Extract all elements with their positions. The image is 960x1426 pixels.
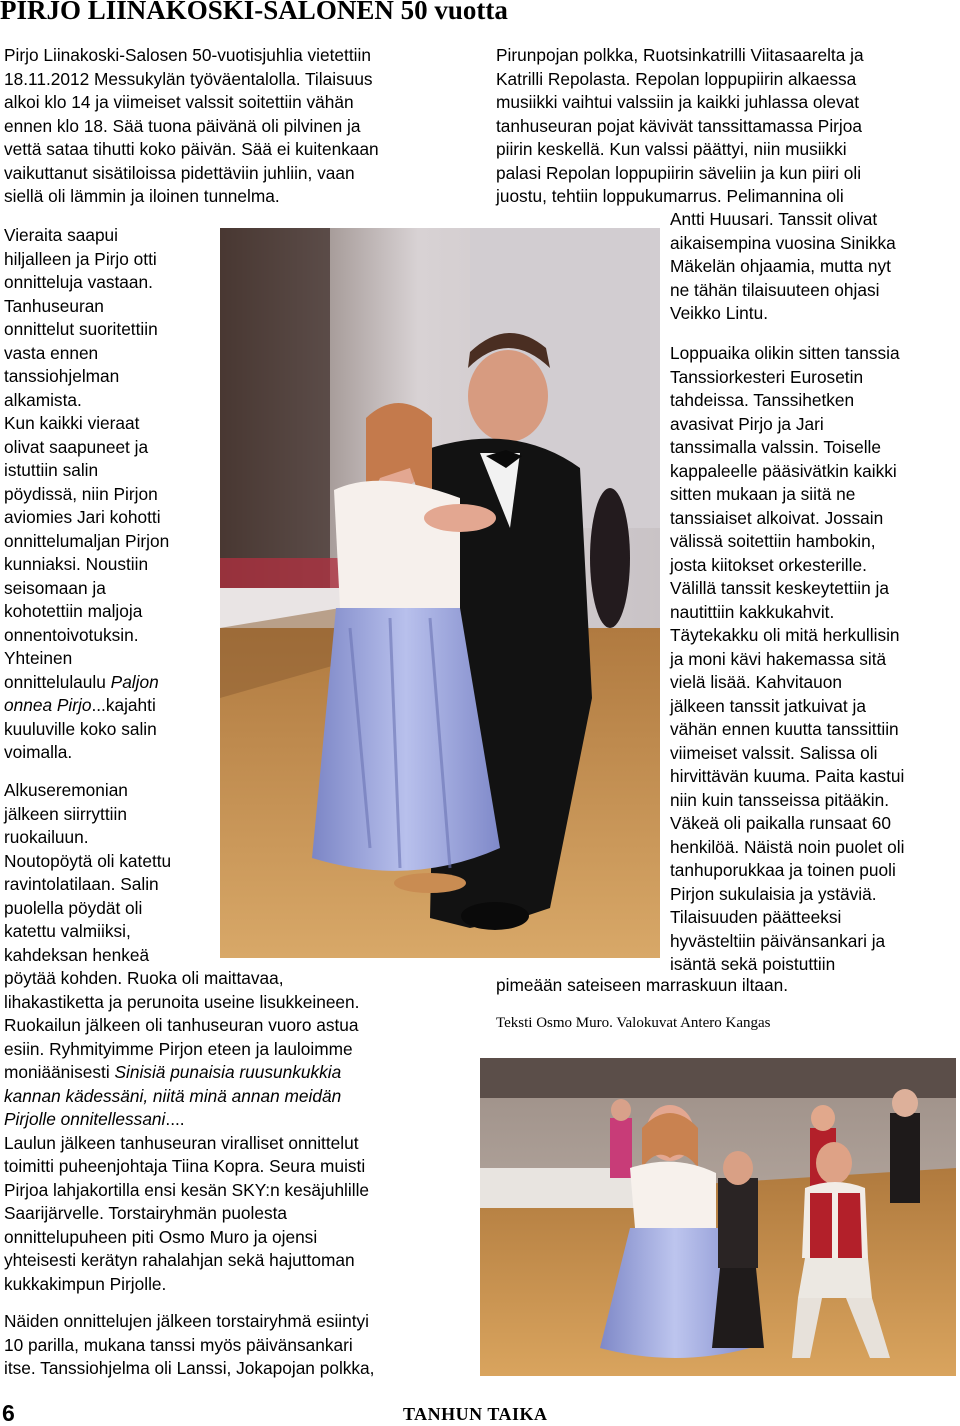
song-title-italic: Pirjolle onnitellessani	[4, 1109, 166, 1129]
text-line: kukkakimpun Pirjolle.	[4, 1273, 167, 1294]
page-number: 6	[2, 1400, 15, 1426]
dance-program-paragraph-wrap	[670, 208, 896, 326]
text-line: kahdeksan henkeä	[4, 944, 150, 965]
text-line: lihakastiketta ja perunoita useine lisukkeineen.	[4, 991, 360, 1012]
photo-credits: Teksti Osmo Muro. Valokuvat Antero Kangas	[496, 1015, 771, 1031]
text-line: Pirjon sukulaisia ja ystäviä.	[670, 883, 877, 904]
text-line: olivat saapuneet ja	[4, 436, 149, 457]
text-line: kunniaksi. Noustiin	[4, 554, 149, 574]
text-line	[4, 694, 169, 718]
text-line: jälkeen tanssit jatkuivat ja	[670, 695, 866, 716]
text-line: siellä oli lämmin ja iloinen tunnelma.	[4, 186, 280, 206]
text-line: vaikuttanut sisätiloissa pidettäviin juhliin, vaan	[4, 162, 355, 183]
text-line: ravintolatilaan. Salin	[4, 874, 159, 894]
text-line	[4, 1085, 369, 1109]
text-line: vettä sataa tihutti koko päivän. Sää ei kuitenkaan	[4, 139, 379, 159]
song-title-italic: Paljon	[110, 671, 159, 692]
text-line: onnittelumaljan Pirjon	[4, 530, 170, 551]
text-line: Noutopöytä oli katettu	[4, 850, 172, 871]
text-line: kuuluville koko salin	[4, 718, 157, 739]
text-line: tanhuseuran pojat kävivät tanssittamassa Pirjoa	[496, 115, 862, 136]
text-line	[4, 1061, 369, 1085]
performance-paragraph	[4, 1310, 374, 1381]
text-line: onnittelupuheen piti Osmo Muro ja ojensi	[4, 1226, 318, 1247]
text-line: alkoi klo 14 ja viimeiset valssit soitettiin vähän	[4, 92, 354, 112]
text-line: tanhuporukkaa ja toinen puoli	[670, 860, 896, 880]
text-line: Pirjoa lahjakortilla ensi kesän SKY:n kesäjuhlille	[4, 1179, 370, 1200]
dance-program-paragraph	[496, 44, 864, 209]
waltz-dance-photo	[220, 228, 660, 958]
text-line: esiin. Ryhmityimme Pirjon eteen ja lauloimme	[4, 1038, 353, 1059]
text-line: piirin keskellä. Kun valssi päättyi, niin musiikki	[496, 139, 847, 159]
folk-dance-photo	[480, 1058, 956, 1376]
text-line: nautittiin kakkukahvit.	[670, 601, 835, 622]
folk-dance-photo-graphic	[480, 1058, 956, 1376]
text-line: hirvittävän kuuma. Paita kastui	[670, 766, 905, 786]
song-title-italic: kannan kädessäni, niitä minä annan meidän	[4, 1085, 342, 1106]
text-line: onnentoivotuksin.	[4, 624, 139, 645]
text-line: 10 parilla, mukana tanssi myös päivänsankari	[4, 1334, 353, 1355]
evening-dance-paragraph	[670, 342, 904, 977]
text-line: josta kiitokset orkesterille.	[670, 554, 867, 575]
text-line: toimitti puheenjohtaja Tiina Kopra. Seura muisti	[4, 1156, 366, 1176]
text-line: Väkeä oli paikalla runsaat 60	[670, 813, 891, 833]
text-line: ja moni kävi hakemassa sitä	[670, 648, 887, 669]
text-line: niin kuin tansseissa pitääkin.	[670, 789, 890, 810]
text-line: sitten mukaan ja siitä ne	[670, 484, 856, 504]
text-run: ...kajahti	[91, 695, 156, 715]
text-line: vasta ennen	[4, 342, 99, 363]
text-line: vielä lisää. Kahvitauon	[670, 672, 842, 692]
text-line: Kun kaikki vieraat	[4, 413, 140, 433]
text-line: hiljalleen ja Pirjo otti	[4, 248, 157, 269]
text-line: pöytää kohden. Ruoka oli maittavaa,	[4, 968, 284, 988]
text-line: aviomies Jari kohotti	[4, 507, 161, 527]
text-line: onnittelut suoritettiin	[4, 319, 158, 339]
text-line: juostu, tehtiin loppukumarrus. Pelimannina oli	[496, 186, 844, 206]
text-line: Tilaisuuden päätteeksi	[670, 907, 842, 927]
song-title-italic: onnea Pirjo	[4, 695, 92, 715]
text-line: Tanhuseuran	[4, 295, 104, 316]
text-line: kappaleelle pääsivätkin kaikki	[670, 460, 897, 481]
text-line: musiikki vaihtui valssiin ja kaikki juhlassa olevat	[496, 92, 860, 112]
text-line: Antti Huusari. Tanssit olivat	[670, 209, 878, 229]
text-line: avasivat Pirjo ja Jari	[670, 413, 824, 434]
text-line: vähän ennen kuutta tanssittiin	[670, 719, 899, 739]
text-line: Tanssiorkesteri Eurosetin	[670, 366, 864, 387]
text-line: yhteisesti kerätyn rahalahjan sekä hajuttoman	[4, 1250, 355, 1270]
text-line: jälkeen siirryttiin	[4, 803, 127, 824]
text-line: onnitteluja vastaan.	[4, 272, 153, 292]
text-line: tahdeissa. Tanssihetken	[670, 390, 855, 410]
text-line: Veikko Lintu.	[670, 303, 768, 323]
intro-paragraph	[4, 44, 379, 209]
article-title: PIRJO LIINAKOSKI-SALONEN 50 vuotta	[0, 0, 508, 25]
text-run: ....	[165, 1109, 185, 1129]
text-line: tanssiohjelman	[4, 366, 120, 386]
text-line	[4, 1108, 369, 1132]
text-line: Katrilli Repolasta. Repolan loppupiirin alkaessa	[496, 68, 857, 89]
text-line: Täytekakku oli mitä herkullisin	[670, 625, 900, 645]
text-line: ruokailuun.	[4, 827, 89, 847]
text-line: Näiden onnittelujen jälkeen torstairyhmä esiintyi	[4, 1311, 370, 1331]
text-line: ennen klo 18. Sää tuona päivänä oli pilvinen ja	[4, 115, 361, 136]
song-title-italic: Sinisiä punaisia ruusunkukkia	[114, 1062, 342, 1082]
text-line: viimeiset valssit. Salissa oli	[670, 742, 878, 763]
text-line: Ruokailun jälkeen oli tanhuseuran vuoro astua	[4, 1015, 359, 1035]
text-line: pimeään sateiseen marraskuun iltaan.	[496, 975, 789, 995]
text-line: Välillä tanssit keskeytettiin ja	[670, 578, 889, 598]
text-line: Mäkelän ohjaamia, mutta nyt	[670, 256, 891, 276]
text-line: Alkuseremonian	[4, 780, 128, 800]
text-line: Vieraita saapui	[4, 225, 119, 245]
text-line: 18.11.2012 Messukylän työväentalolla. Tilaisuus	[4, 68, 373, 89]
text-line: voimalla.	[4, 742, 73, 762]
text-line: istuttiin salin	[4, 460, 99, 480]
text-line: seisomaan ja	[4, 577, 106, 598]
text-line: Loppuaika olikin sitten tanssia	[670, 343, 900, 363]
text-line: tanssimalla valssin. Toiselle	[670, 437, 881, 457]
text-line: aikaisempina vuosina Sinikka	[670, 232, 896, 253]
text-line: puolella pöydät oli	[4, 897, 143, 918]
text-run: moniäänisesti	[4, 1062, 110, 1082]
text-line: katettu valmiiksi,	[4, 921, 131, 941]
text-line: Pirjo Liinakoski-Salosen 50-vuotisjuhlia vietettiin	[4, 45, 371, 65]
text-line: henkilöä. Näistä noin puolet oli	[670, 836, 905, 857]
text-line: välissä soitettiin hambokin,	[670, 531, 876, 551]
text-line: tanssiaiset alkoivat. Jossain	[670, 507, 884, 528]
text-line: palasi Repolan loppupiirin säveliin ja kun piiri oli	[496, 162, 862, 183]
text-line: Laulun jälkeen tanhuseuran viralliset onnittelut	[4, 1132, 359, 1153]
text-line: ne tähän tilaisuuteen ohjasi	[670, 279, 880, 300]
text-line: hyvästeltiin päivänsankari ja	[670, 930, 886, 951]
text-line: Saarijärvelle. Torstairyhmän puolesta	[4, 1203, 288, 1223]
congratulations-paragraph	[4, 224, 169, 765]
text-line: isäntä sekä poistuttiin	[670, 954, 836, 974]
text-line: pöydissä, niin Pirjon	[4, 483, 158, 504]
text-line: alkamista.	[4, 389, 82, 410]
text-line: itse. Tanssiohjelma oli Lanssi, Jokapojan polkka,	[4, 1358, 375, 1378]
text-line	[4, 671, 169, 695]
text-run: onnittelulaulu	[4, 671, 106, 692]
text-line: Pirunpojan polkka, Ruotsinkatrilli Viitasaarelta ja	[496, 45, 864, 65]
text-line: Yhteinen	[4, 648, 73, 668]
magazine-footer: TANHUN TAIKA	[403, 1404, 548, 1424]
waltz-dance-photo-graphic	[220, 228, 660, 958]
evening-dance-paragraph-end	[496, 974, 788, 998]
text-line: kohotettiin maljoja	[4, 601, 143, 621]
